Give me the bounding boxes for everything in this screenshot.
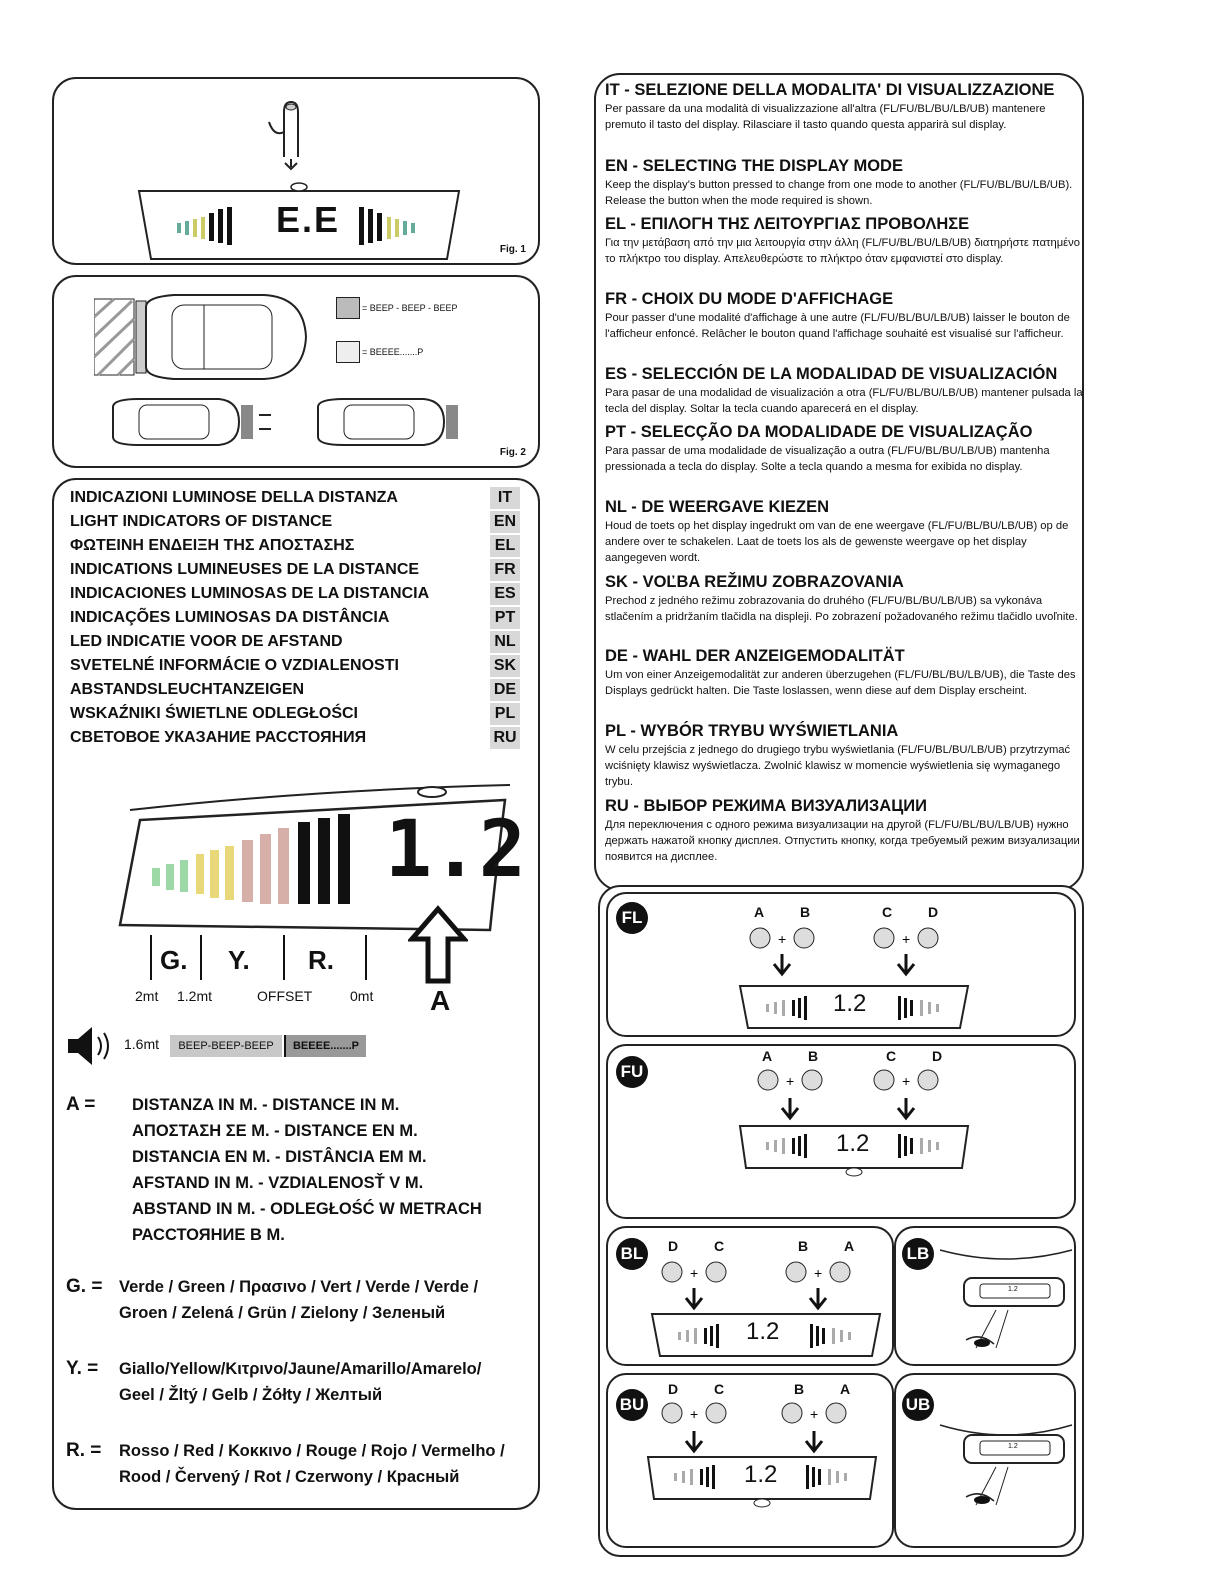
section-sk: SK - VOĽBA REŽIMU ZOBRAZOVANIA Prechod z jedného režimu zobrazovania do druhého (FL/FU/BL/BU/LB/UB) sa vykonáva stlačením a pridržaním tlačidla na displeji. Po zobrazení požadovaného režimu tlačidlo uvoľnite. — [605, 573, 1078, 623]
lang-row: INDICACIONES LUMINOSAS DE LA DISTANCIA ES — [70, 582, 520, 606]
letter: B — [794, 1381, 805, 1397]
section-en: EN - SELECTING THE DISPLAY MODE Keep the display's button pressed to change from one mode to another (FL/FU/BL/BU/LB/UB). Release the button when the mode required is shown. — [605, 157, 1073, 207]
def-r-lines: Rosso / Red / Κοκκινο / Rouge / Rojo / Vermelho / Rood / Červený / Rot / Czerwony / Красный — [119, 1442, 505, 1486]
zone-tick-2 — [200, 935, 202, 980]
legend-swatch-gray — [336, 297, 360, 319]
mode-bl-panel — [606, 1226, 894, 1366]
lang-row: SVETELNÉ INFORMÁCIE O VZDIALENOSTI SK — [70, 654, 520, 678]
sensor-icons — [748, 924, 948, 984]
fig1-box — [52, 77, 540, 265]
finger-press-icon — [254, 87, 334, 177]
svg-text:+: + — [690, 1265, 699, 1281]
letter: B — [798, 1238, 809, 1254]
svg-text:+: + — [902, 1073, 911, 1089]
mode-ub-panel — [894, 1373, 1076, 1548]
fig2-box — [52, 275, 540, 468]
section-ru: RU - ВЫБОР РЕЖИМА ВИЗУАЛИЗАЦИИ Для переключения с одного режима визуализации на другой (FL/FU/BL/BU/LB/UB) нужно держать нажатой кнопку дисплея. Отпустить кнопку, когда требуемый режим визуализации появится на дисплее. — [605, 797, 1080, 863]
fig1-display-text: E.E — [276, 199, 341, 240]
beep3-bar: BEEP-BEEP-BEEP — [170, 1035, 282, 1057]
fig2-label: Fig. 2 — [499, 447, 526, 458]
lang-row: ABSTANDSLEUCHTANZEIGEN DE — [70, 678, 520, 702]
svg-text:+: + — [778, 931, 787, 947]
letter: C — [882, 904, 893, 920]
car-top-icon — [94, 287, 314, 387]
mode-fu-display-text: 1.2 — [836, 1130, 870, 1157]
section-el: EL - ΕΠΙΛΟΓΗ ΤΗΣ ΛΕΙΤΟΥΡΓΙΑΣ ΠΡΟΒΟΛΗΣΕ Για την μετάβαση από την μια λειτουργία στην άλλη (FL/FU/BL/BU/LB/UB) διατηρήστε πατημένο το πλήκτρο του display. Απελευθερώστε το πλήκτρο όταν εμφανιστεί στο display. — [605, 215, 1080, 265]
legend-beep-long: = BEEEE.......P — [362, 347, 424, 357]
car-reverse-icon-1 — [109, 397, 289, 447]
letter: A — [762, 1048, 773, 1064]
svg-text:+: + — [902, 931, 911, 947]
lang-row: INDICAÇÕES LUMINOSAS DA DISTÂNCIA PT — [70, 606, 520, 630]
dist-2mt: 2mt — [135, 988, 159, 1004]
sensor-icons — [660, 1399, 860, 1459]
legend-swatch-light — [336, 341, 360, 363]
mode-ub-display-text: 1.2 — [1008, 1443, 1018, 1450]
beep-long-bar: BEEEE.......P — [284, 1035, 366, 1057]
lang-row: INDICATIONS LUMINEUSES DE LA DISTANCE FR — [70, 558, 520, 582]
svg-text:+: + — [690, 1406, 699, 1422]
mode-lb-panel — [894, 1226, 1076, 1366]
mode-bl-display-text: 1.2 — [746, 1318, 780, 1345]
mode-bl-badge: BL — [616, 1238, 648, 1270]
svg-text:+: + — [786, 1073, 795, 1089]
mode-fl-display-text: 1.2 — [833, 990, 867, 1017]
mode-ub-badge: UB — [902, 1389, 934, 1421]
zone-green-label: G. — [160, 945, 188, 975]
section-es: ES - SELECCIÓN DE LA MODALIDAD DE VISUALIZACIÓN Para pasar de una modalidad de visualización a otra (FL/FU/BL/BU/LB/UB) mantener pulsada la tecla del display. Soltar la tecla cuando aparecerá en el display. — [605, 365, 1083, 415]
zone-tick-1 — [150, 935, 152, 980]
section-pl: PL - WYBÓR TRYBU WYŚWIETLANIA W celu przejścia z jednego do drugiego trybu wyświetlania (FL/FU/BL/BU/LB/UB) przytrzymać wciśnięty klawisz wyświetlacza. Zwolnić klawisz w momencie wyświetlenia się wymaganego trybu. — [605, 722, 1071, 788]
zone-yellow-label: Y. — [228, 945, 250, 975]
mode-fl-panel — [606, 892, 1076, 1037]
legend-beep3: = BEEP - BEEP - BEEP — [362, 303, 458, 313]
def-g-key: G. = — [66, 1276, 103, 1297]
mode-fl-badge: FL — [616, 902, 648, 934]
section-pt: PT - SELECÇÃO DA MODALIDADE DE VISUALIZAÇÃO Para passar de uma modalidade de visualização a outra (FL/FU/BL/BU/LB/UB) mantenha pressionada a tecla do display. Solte a tecla quando a mesma for exibida no display. — [605, 423, 1050, 473]
section-fr: FR - CHOIX DU MODE D'AFFICHAGE Pour passer d'une modalité d'affichage à une autre (FL/FU/BL/BU/LB/UB) laisser le bouton de l'afficheur enfoncé. Relâcher le bouton quand l'affichage souhaité est visualisé sur l'afficheur. — [605, 290, 1070, 340]
mode-bu-badge: BU — [616, 1389, 648, 1421]
section-nl: NL - DE WEERGAVE KIEZEN Houd de toets op het display ingedrukt om van de ene weergave (FL/FU/BL/BU/LB/UB) op de andere over te schakelen. Laat de toets los als de gewenste weergave op het display aangegeven wordt. — [605, 498, 1069, 564]
letter: D — [668, 1238, 679, 1254]
sound-distance: 1.6mt — [124, 1036, 160, 1052]
section-it: IT - SELEZIONE DELLA MODALITA' DI VISUALIZZAZIONE Per passare da una modalità di visualizzazione all'altra (FL/FU/BL/BU/LB/UB) mantenere premuto il tasto del display. Rilasciare il tasto quando questa apparirà sul display. — [605, 81, 1055, 131]
letter: D — [668, 1381, 679, 1397]
svg-text:+: + — [810, 1406, 819, 1422]
section-de: DE - WAHL DER ANZEIGEMODALITÄT Um von einer Anzeigemodalität zur anderen überzugehen (FL/FU/BL/BU/LB/UB), die Taste des Displays gedrückt halten. Die Taste loslassen, wenn diese auf dem Display erscheint. — [605, 647, 1076, 697]
def-g-lines: Verde / Green / Πρασινο / Vert / Verde / Verde / Groen / Zelená / Grün / Zielony / Зеленый — [119, 1278, 479, 1322]
car-reverse-icon-2 — [314, 397, 494, 447]
speaker-icon — [66, 1025, 116, 1067]
mode-fu-panel — [606, 1044, 1076, 1219]
fig1-label: Fig. 1 — [499, 244, 526, 255]
letter: A — [754, 904, 765, 920]
letter: C — [714, 1238, 725, 1254]
def-a-lines: DISTANZA IN M. - DISTANCE IN M. ΑΠΟΣΤΑΣΗ ΣΕ M. - DISTANCE EN M. DISTANCIA EN M. - DISTÂNCIA EM M. AFSTAND IN M. - VZDIALENOSŤ V M. ABSTAND IN M. - ODLEGŁOŚĆ W METRACH РАССТОЯНИЕ В М. — [132, 1096, 482, 1244]
zone-tick-3 — [283, 935, 285, 980]
arrow-label-a: A — [430, 985, 451, 1016]
mode-bu-display-text: 1.2 — [744, 1461, 778, 1488]
lang-row: ΦΩΤΕΙΝΗ ΕΝΔΕΙΞΗ ΤΗΣ ΑΠΟΣΤΑΣΗΣ EL — [70, 534, 520, 558]
mode-lb-display-text: 1.2 — [1008, 1286, 1018, 1293]
def-y-lines: Giallo/Yellow/Κιτρινο/Jaune/Amarillo/Amarelo/ Geel / Žltý / Gelb / Żółty / Желтый — [119, 1360, 482, 1404]
dist-0mt: 0mt — [350, 988, 374, 1004]
dist-offset: OFFSET — [257, 988, 313, 1004]
language-list — [70, 486, 520, 750]
big-display-value: 1.2 — [385, 805, 526, 895]
lang-row: LIGHT INDICATORS OF DISTANCE EN — [70, 510, 520, 534]
letter: A — [844, 1238, 855, 1254]
sensor-icons — [756, 1066, 956, 1126]
svg-text:+: + — [814, 1265, 823, 1281]
mirror-view-icon — [936, 1244, 1074, 1362]
lang-row: WSKAŹNIKI ŚWIETLNE ODLEGŁOŚCI PL — [70, 702, 520, 726]
zone-red-label: R. — [308, 945, 334, 975]
letter: D — [928, 904, 939, 920]
lang-row: LED INDICATIE VOOR DE AFSTAND NL — [70, 630, 520, 654]
zone-tick-4 — [365, 935, 367, 980]
letter: C — [714, 1381, 725, 1397]
letter: C — [886, 1048, 897, 1064]
lang-row: СВЕТОВОЕ УКАЗАНИЕ РАССТОЯНИЯ RU — [70, 726, 520, 750]
up-arrow-icon — [408, 905, 468, 985]
mode-lb-badge: LB — [902, 1238, 934, 1270]
mirror-view-icon — [936, 1395, 1074, 1525]
letter: D — [932, 1048, 943, 1064]
lang-row: INDICAZIONI LUMINOSE DELLA DISTANZA IT — [70, 486, 520, 510]
mode-fu-badge: FU — [616, 1056, 648, 1088]
letter: A — [840, 1381, 851, 1397]
mode-bu-panel — [606, 1373, 894, 1548]
def-y-key: Y. = — [66, 1358, 99, 1379]
dist-1-2mt: 1.2mt — [177, 988, 213, 1004]
letter: B — [800, 904, 811, 920]
def-r-key: R. = — [66, 1440, 102, 1461]
def-a-key: A = — [66, 1094, 96, 1115]
letter: B — [808, 1048, 819, 1064]
